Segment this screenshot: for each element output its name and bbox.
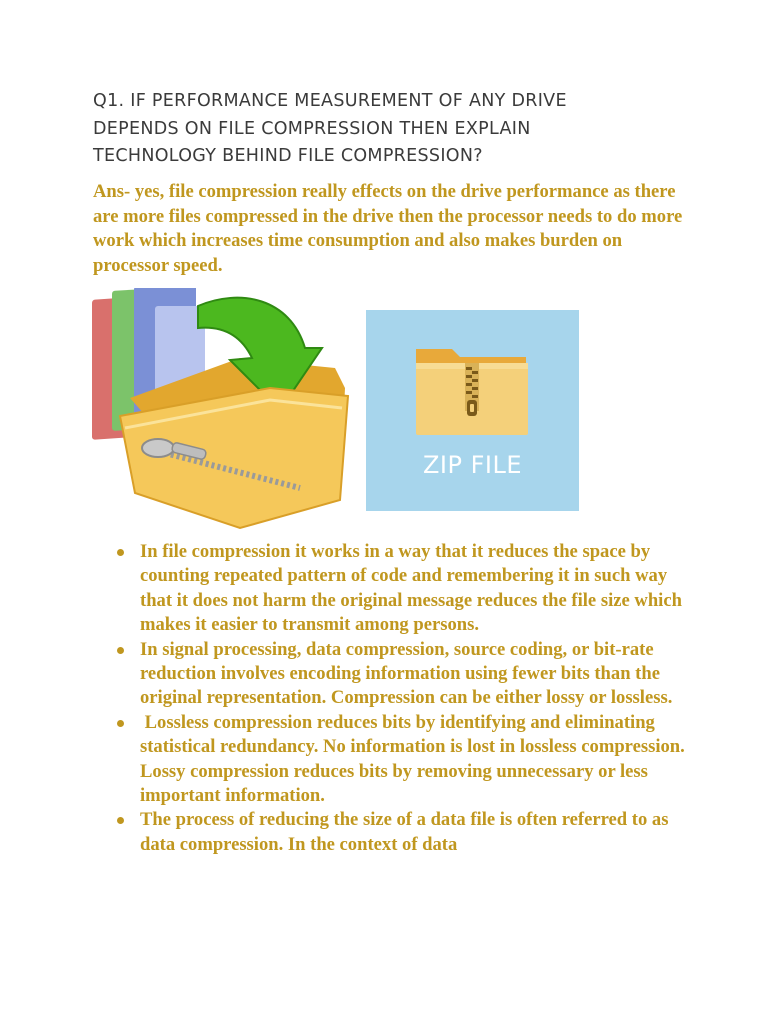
zip-file-folder-icon [410,343,535,443]
list-item [93,540,693,638]
bullet-icon [117,647,124,654]
illustrations [90,288,590,533]
bullet-list [93,540,693,857]
bullet-text: Lossless compression reduces bits by identifying and eliminating statistical redundancy. No information is lost in lossless compression. Lossy compression reduces bits by removing unnecessary or less important information. [140,711,690,807]
list-item [93,638,693,711]
zip-file-label: ZIP FILE [422,451,523,479]
question-heading: Q1. IF PERFORMANCE MEASUREMENT OF ANY DRIVE DEPENDS ON FILE COMPRESSION THEN EXPLAIN TECHNOLOGY BEHIND FILE COMPRESSION? [93,91,567,166]
answer-paragraph: Ans- yes, file compression really effects on the drive performance as there are more files compressed in the drive then the processor needs to do more work which increases time consumption and also makes burden on processor speed. [93,181,683,276]
bullet-icon [117,549,124,556]
bullet-text: The process of reducing the size of a data file is often referred to as data compression. In the context of data [140,809,669,855]
zip-file-image [366,310,579,511]
bullet-text: In file compression it works in a way that it reduces the space by counting repeated pattern of code and remembering it in such way that it does not harm the original message reduces the file size which makes it easier to transmit among persons. [140,541,682,636]
bullet-icon [117,720,124,727]
bullet-text: In signal processing, data compression, source coding, or bit-rate reduction involves encoding information using fewer bits than the original representation. Compression can be either lossy or lossless. [140,638,673,709]
compressed-folder-icon [90,288,352,530]
bullet-icon [117,817,124,824]
list-item [93,808,693,857]
list-item [93,711,693,809]
